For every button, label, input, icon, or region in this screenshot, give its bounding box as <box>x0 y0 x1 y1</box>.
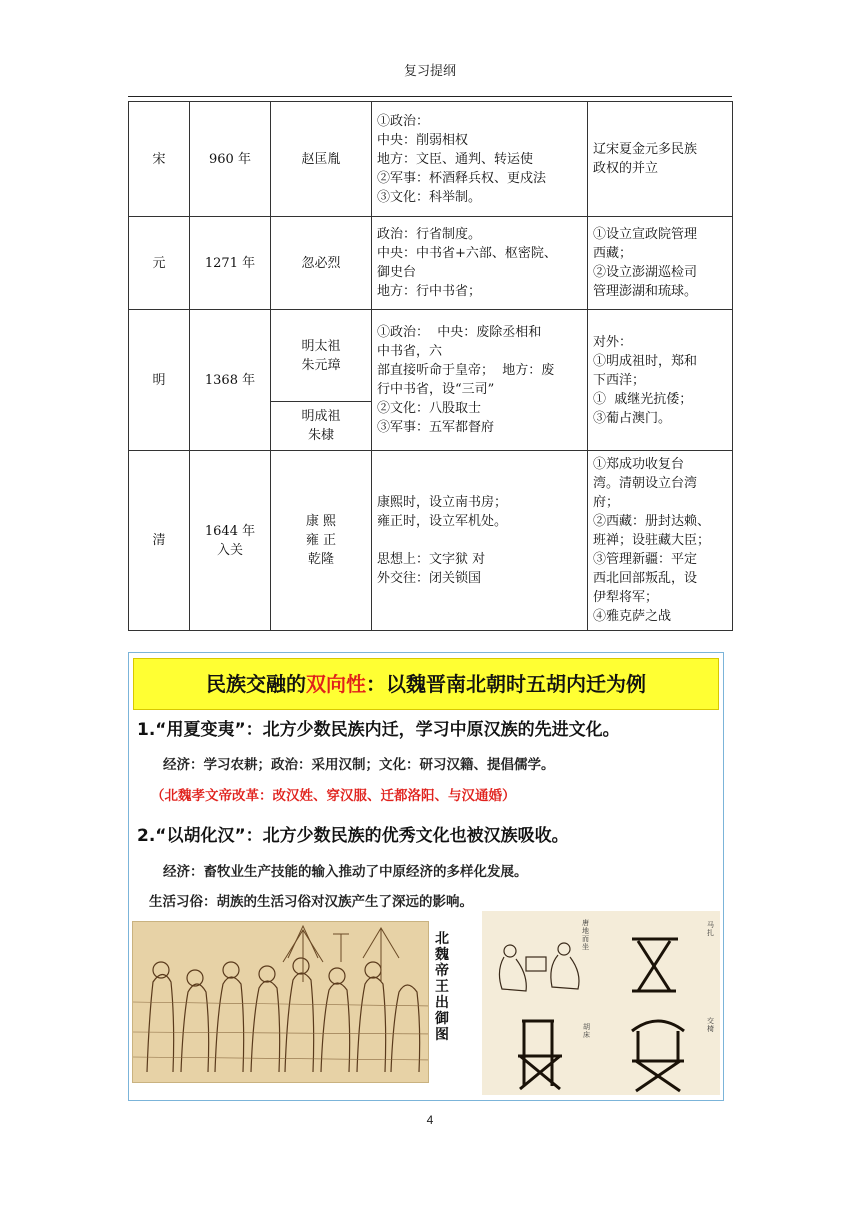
external-line: ①明成祖时，郑和 <box>593 353 698 369</box>
chair-label-sitting: 唐地而坐 <box>582 919 589 951</box>
politics-line: ①政治： <box>377 113 430 129</box>
ethnic-integration-slide <box>128 652 724 1101</box>
external-line: ③葡占澳门。 <box>593 410 672 426</box>
external-line: ②设立澎湖巡检司 <box>593 265 698 280</box>
ruler-cell: 明太祖 朱元璋 <box>271 310 372 402</box>
dynasty-cell: 宋 <box>129 102 190 217</box>
emperor-procession-relief-image <box>132 921 429 1083</box>
external-line: 西藏； <box>593 246 633 261</box>
external-line: ④雅克萨之战 <box>593 609 672 624</box>
politics-line: ②文化：八股取士 <box>377 401 482 416</box>
politics-line: 中央：中书省+六部、枢密院、 <box>377 246 557 261</box>
dynasty-cell: 明 <box>129 310 190 451</box>
chair-label-huchuang: 胡床 <box>583 1023 590 1039</box>
politics-line: 外交往：闭关锁国 <box>377 571 482 586</box>
external-line: 管理澎湖和琉球。 <box>593 284 698 299</box>
table-row-ming <box>129 310 733 402</box>
external-line: 政权的并立 <box>593 161 659 176</box>
point1-detail: 经济：学习农耕；政治：采用汉制；文化：研习汉籍、提倡儒学。 <box>163 757 555 773</box>
politics-line: 康熙时，设立南书房； <box>377 495 508 510</box>
relief-caption: 北魏帝王出御图 <box>435 931 449 1043</box>
point2-heading: 2.“以胡化汉”：北方少数民族的优秀文化也被汉族吸收。 <box>137 826 569 846</box>
ruler-cell: 赵匡胤 <box>271 102 372 217</box>
external-cell <box>588 451 733 631</box>
external-line: ②西藏：册封达赖、 <box>593 514 711 529</box>
politics-line: 雍正时，设立军机处。 <box>377 514 508 529</box>
external-line: 府； <box>593 495 620 510</box>
politics-line: 思想上：文字狱 对 <box>377 552 486 567</box>
external-line: ①郑成功收复台 <box>593 457 685 472</box>
banner-suffix: ：以魏晋南北朝时五胡内迁为例 <box>366 672 646 696</box>
point1-heading: 1.“用夏变夷”：北方少数民族内迁，学习中原汉族的先进文化。 <box>137 720 620 740</box>
politics-line: 御史台 <box>377 265 417 280</box>
point2-life: 生活习俗：胡族的生活习俗对汉族产生了深远的影响。 <box>149 894 473 910</box>
year-cell: 1271 年 <box>190 217 271 310</box>
header-rule <box>128 96 732 97</box>
page-number: 4 <box>426 1113 434 1127</box>
external-line: ③管理新疆：平定 <box>593 552 698 567</box>
ruler-cell: 忽必烈 <box>271 217 372 310</box>
politics-cell <box>372 310 588 451</box>
dynasty-outline-table <box>128 101 733 631</box>
politics-line: 政治：行省制度。 <box>377 227 482 242</box>
ruler-cell: 明成祖 朱棣 <box>271 402 372 451</box>
external-line: ①设立宣政院管理 <box>593 227 698 242</box>
dynasty-cell: 元 <box>129 217 190 310</box>
chair-label-mazha: 马扎 <box>707 921 714 937</box>
politics-line: 地方：文臣、通判、转运使 <box>377 151 534 167</box>
external-cell <box>588 217 733 310</box>
hu-furniture-illustrations <box>482 911 720 1095</box>
politics-line: 中央：削弱相权 <box>377 132 469 148</box>
year-cell: 1644 年 入关 <box>190 451 271 631</box>
year-cell: 1368 年 <box>190 310 271 451</box>
slide-banner <box>133 658 719 710</box>
external-cell <box>588 310 733 451</box>
dynasty-cell: 清 <box>129 451 190 631</box>
external-line: 班禅；设驻藏大臣； <box>593 533 711 548</box>
external-line: 辽宋夏金元多民族 <box>593 142 698 157</box>
politics-line: 地方：行中书省； <box>377 284 482 299</box>
table-row-yuan <box>129 217 733 310</box>
page-header-title: 复习提纲 <box>403 64 456 79</box>
politics-line: 行中书省，设“三司” <box>377 382 495 397</box>
politics-line: ③文化：科举制。 <box>377 189 482 205</box>
table-row-qing <box>129 451 733 631</box>
politics-line: ③军事：五军都督府 <box>377 420 495 435</box>
politics-cell <box>372 451 588 631</box>
external-line: 伊犁将军； <box>593 590 659 605</box>
external-cell <box>588 102 733 217</box>
politics-spacer <box>377 531 582 550</box>
politics-line: ①政治： 中央：废除丞相和 <box>377 325 542 340</box>
furniture-drawings <box>482 911 720 1095</box>
politics-cell <box>372 217 588 310</box>
banner-prefix: 民族交融的 <box>206 672 306 696</box>
external-line: 下西洋； <box>593 372 646 388</box>
external-line: 西北回部叛乱，设 <box>593 571 698 586</box>
ruler-cell: 康 熙 雍 正 乾隆 <box>271 451 372 631</box>
relief-illustration <box>133 922 429 1083</box>
banner-highlight: 双向性 <box>306 672 366 696</box>
politics-cell <box>372 102 588 217</box>
external-line: 对外： <box>593 334 633 350</box>
year-cell: 960 年 <box>190 102 271 217</box>
table-row-song <box>129 102 733 217</box>
point1-reform: （北魏孝文帝改革：改汉姓、穿汉服、迁都洛阳、与汉通婚） <box>151 788 516 804</box>
external-line: ① 戚继光抗倭； <box>593 391 693 407</box>
politics-line: 部直接听命于皇帝； 地方：废 <box>377 363 555 378</box>
point2-economy: 经济：畜牧业生产技能的输入推动了中原经济的多样化发展。 <box>163 864 528 880</box>
chair-label-jiaoyi: 交椅 <box>707 1017 714 1033</box>
politics-line: 中书省，六 <box>377 344 443 359</box>
politics-line: ②军事：杯酒释兵权、更戍法 <box>377 170 547 186</box>
external-line: 湾。清朝设立台湾 <box>593 476 698 491</box>
